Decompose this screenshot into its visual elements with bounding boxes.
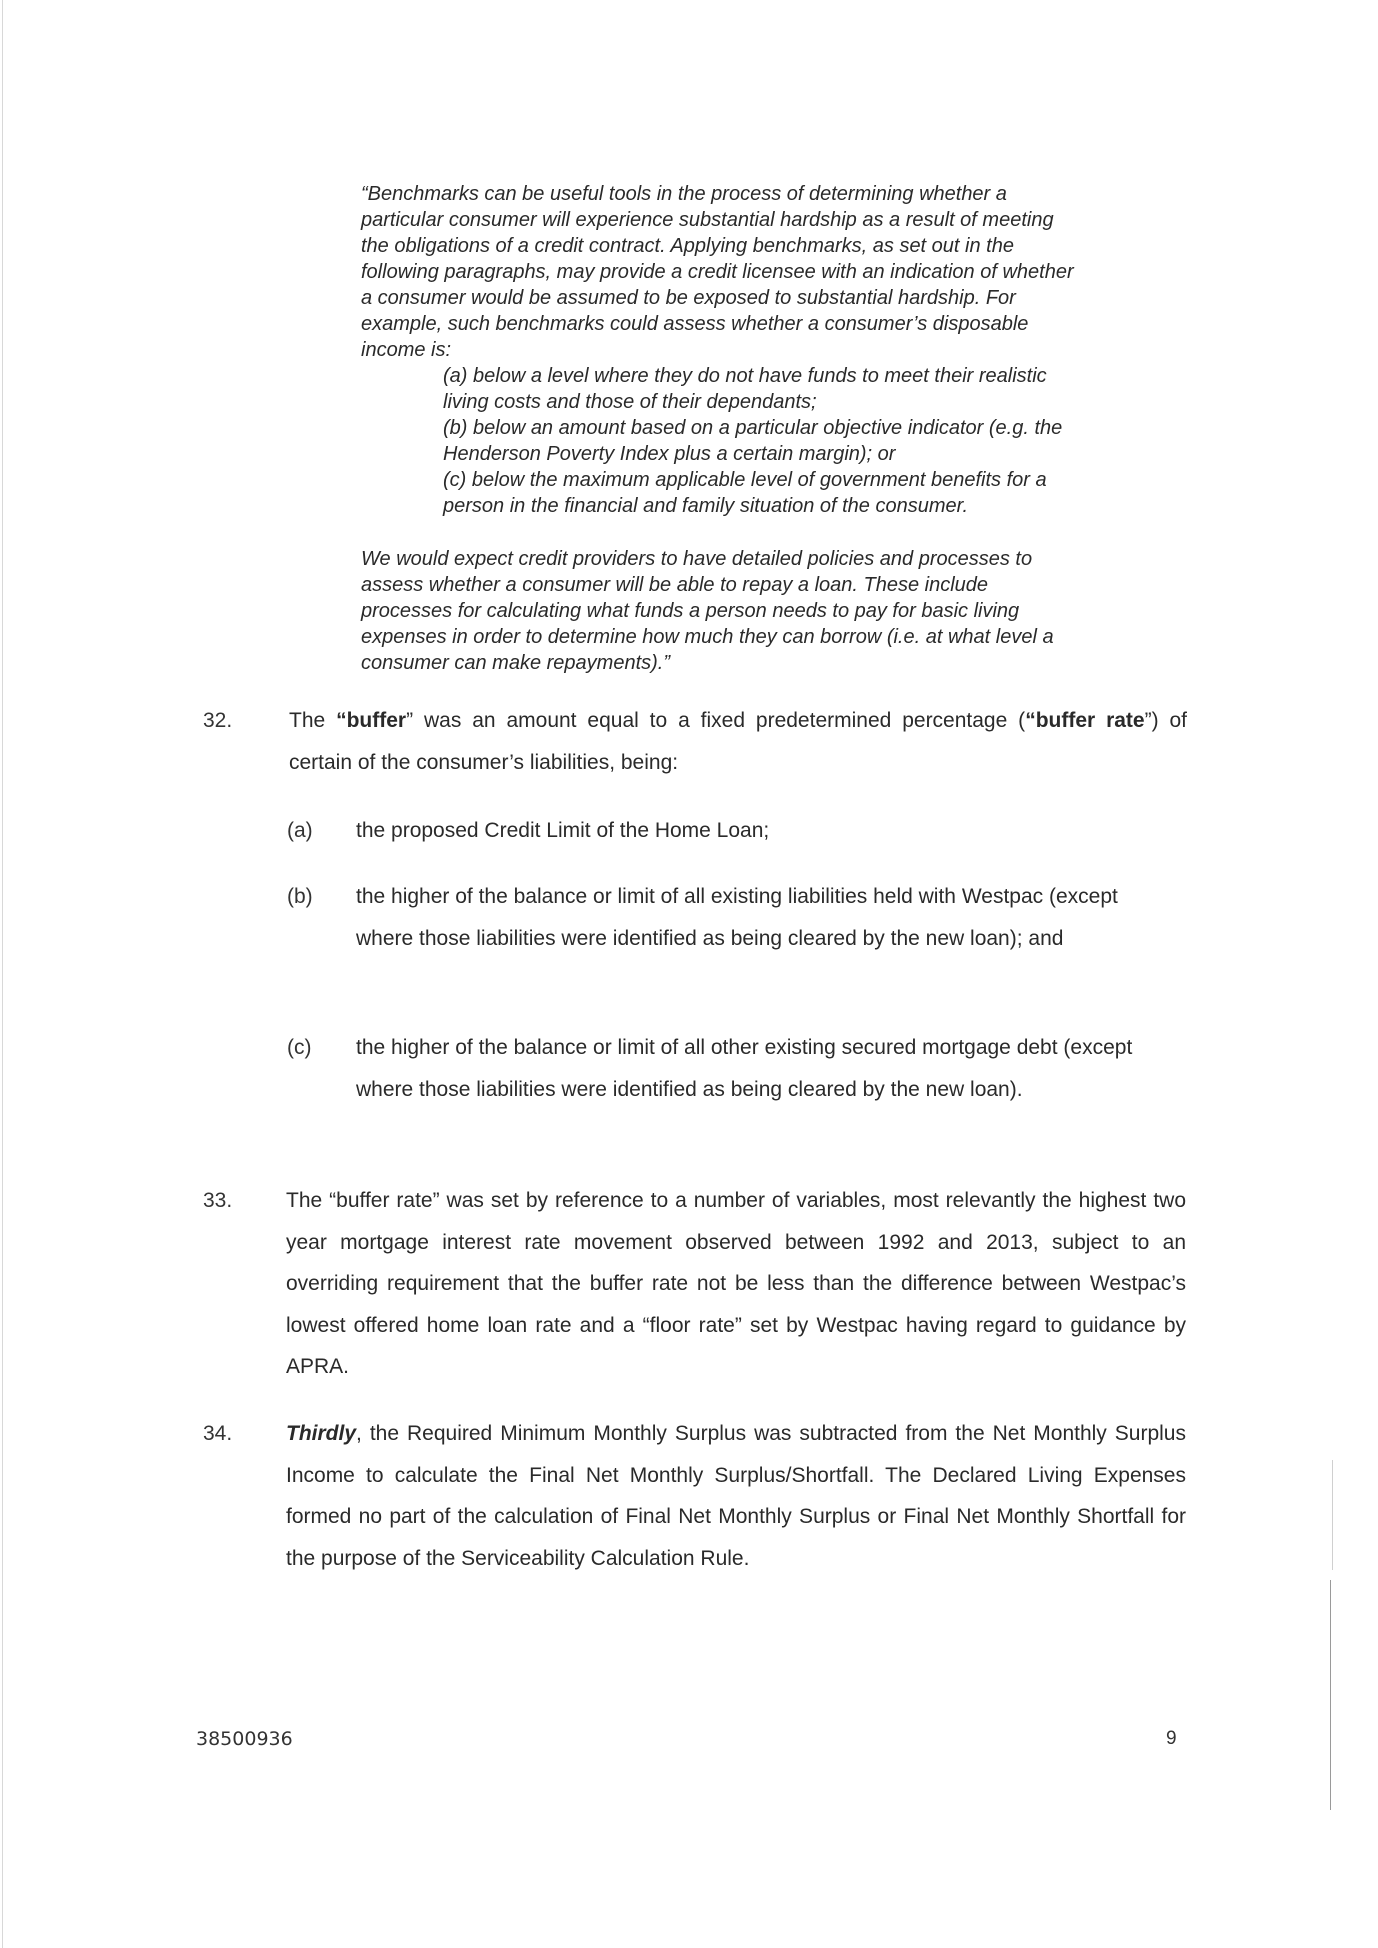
quote-closing-line: assess whether a consumer will be able to repay a loan. These include xyxy=(361,574,989,596)
para32-text: ”) of certain of the consumer’s liabilities, being: xyxy=(289,709,1188,774)
scan-edge-left xyxy=(2,0,3,1948)
para32-bold-term: “buffer rate xyxy=(1025,709,1145,732)
sub-item-label: (b) xyxy=(287,885,313,908)
sub-item-text: the higher of the balance or limit of all existing liabilities held with Westpac (except where those liabilities were identified as being cleared by the new loan); and xyxy=(356,885,1118,950)
para32-text: The xyxy=(289,709,337,732)
document-id: 38500936 xyxy=(196,1728,293,1750)
quote-closing-line: processes for calculating what funds a person needs to pay for basic living xyxy=(361,600,1020,622)
para34-text: , the Required Minimum Monthly Surplus was subtracted from the Net Monthly Surplus Income to calculate the Final Net Monthly Surplus/Shortfall. The Declared Living Expenses formed no part of the calculation of Final Net Monthly Surplus or Final Net Monthly Shortfall for the purpose of the Serviceability Calculation Rule. xyxy=(286,1422,1186,1570)
quote-sub-line: (c) below the maximum applicable level of government benefits for a xyxy=(443,469,1047,491)
quote-sub-line: person in the financial and family situation of the consumer. xyxy=(443,495,969,517)
quote-line: example, such benchmarks could assess whether a consumer’s disposable xyxy=(361,313,1029,335)
quote-line: following paragraphs, may provide a credit licensee with an indication of whether xyxy=(361,261,1074,283)
scan-edge-right-faint xyxy=(1332,1460,1333,1570)
scan-edge-right xyxy=(1330,1580,1331,1810)
para32-bold-term: “buffer xyxy=(336,709,407,732)
quote-sub-line: Henderson Poverty Index plus a certain margin); or xyxy=(443,443,896,465)
paragraph-32 xyxy=(289,700,1187,783)
page-number: 9 xyxy=(1166,1728,1177,1749)
para32-text: ” was an amount equal to a fixed predetermined percentage ( xyxy=(406,709,1026,732)
quote-block xyxy=(361,181,1191,676)
sub-item-text: the proposed Credit Limit of the Home Loan; xyxy=(356,819,770,842)
quote-closing-line: expenses in order to determine how much they can borrow (i.e. at what level a xyxy=(361,626,1054,648)
quote-line: the obligations of a credit contract. Applying benchmarks, as set out in the xyxy=(361,235,1014,257)
quote-sub-line: (a) below a level where they do not have funds to meet their realistic xyxy=(443,365,1047,387)
quote-sub-line: (b) below an amount based on a particular objective indicator (e.g. the xyxy=(443,417,1063,439)
quote-line: a consumer would be assumed to be exposed to substantial hardship. For xyxy=(361,287,1016,309)
quote-line: income is: xyxy=(361,339,452,361)
paragraph-33: The “buffer rate” was set by reference to a number of variables, most relevantly the highest two year mortgage interest rate movement observed between 1992 and 2013, subject to an overriding requirement that the buffer rate not be less than the difference between Westpac’s lowest offered home loan rate and a “floor rate” set by Westpac having regard to guidance by APRA. xyxy=(286,1189,1186,1378)
quote-closing-line: We would expect credit providers to have detailed policies and processes to xyxy=(361,548,1033,570)
sub-item-text: the higher of the balance or limit of all other existing secured mortgage debt (except where those liabilities were identified as being cleared by the new loan). xyxy=(356,1036,1133,1101)
paragraph-number: 33. xyxy=(203,1189,233,1212)
sub-item-label: (c) xyxy=(287,1036,312,1059)
quote-closing-line: consumer can make repayments).” xyxy=(361,652,671,674)
quote-line: “Benchmarks can be useful tools in the process of determining whether a xyxy=(361,183,1007,205)
paragraph-number: 32. xyxy=(203,709,233,732)
quote-line: particular consumer will experience substantial hardship as a result of meeting xyxy=(361,209,1054,231)
paragraph-number: 34. xyxy=(203,1422,233,1445)
quote-sub-line: living costs and those of their dependants; xyxy=(443,391,817,413)
sub-item-label: (a) xyxy=(287,819,313,842)
paragraph-34 xyxy=(286,1413,1186,1579)
para34-emphasis: Thirdly xyxy=(286,1422,357,1445)
